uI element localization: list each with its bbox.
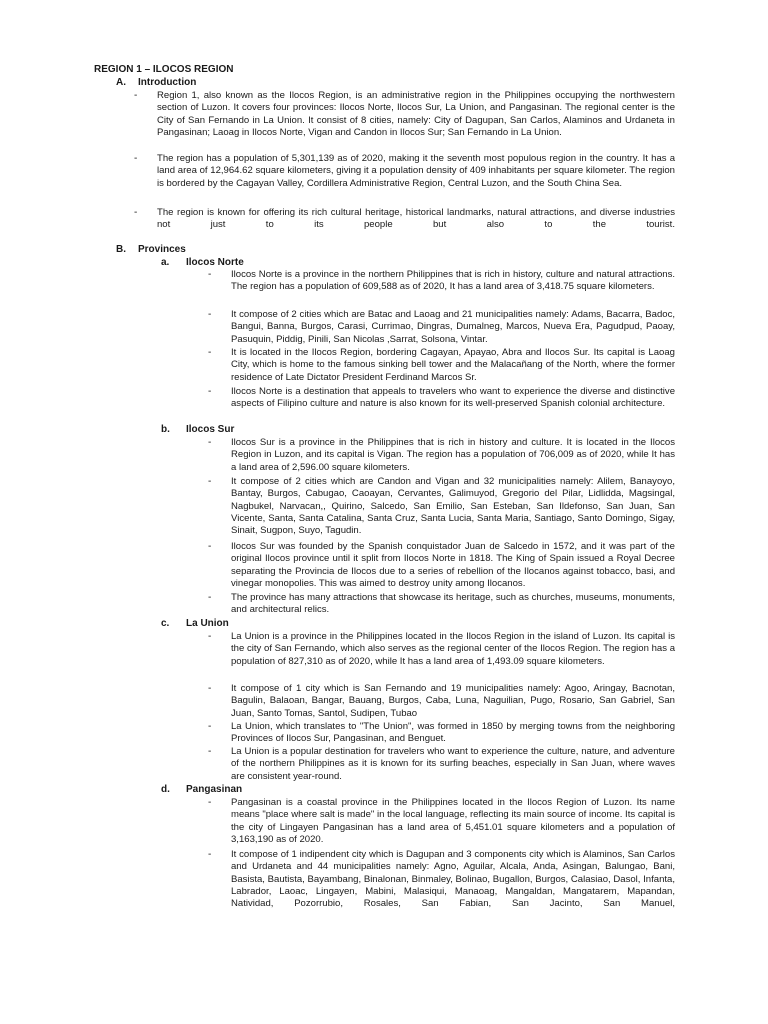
pangasinan-paragraph-2: It compose of 1 indipendent city which is Dagupan and 3 components city which is Alaminos, San Carlos and Urdaneta and 44 municipalities namely: Agno, Aguilar, Alcala, Anda, Asingan, Balungao, Bani, Basista, Bautista, Bayambang, Binalonan, Binmaley, Bolinao, Bugallon, Burgos, Calasiao, Dasol, Infanta, Labrador, Laoac, Lingayen, Mabini, Malasiqui, Manaoag, Mangaldan, Mangatarem, Mapandan, Natividad, Pozorrubio, Rosales, San Fabian, San Jacinto, San Manuel, — [231, 849, 675, 910]
section-heading-provinces — [116, 244, 186, 256]
subsection-label: b. — [161, 424, 170, 435]
ilocos-norte-paragraph-4: Ilocos Norte is a destination that appeals to travelers who want to experience the diverse and distinctive aspects of Filipino culture and nature is also known for its well-preserved Spanish colonial architecture. — [231, 386, 675, 410]
section-title: Provinces — [138, 244, 186, 255]
ilocos-sur-paragraph-2: It compose of 2 cities which are Candon and Vigan and 32 municipalities namely: Alilem, Banayoyo, Bantay, Burgos, Cabugao, Caoayan, Cervantes, Galimuyod, Gregorio del Pilar, Lidlidda, Magsingal, Nagbukel, Narvacan,, Quirino, Salcedo, San Emilio, San Esteban, San Ildefonso, San Juan, San Vicente, Santa, Santa Catalina, Santa Cruz, Santa Lucia, Santa Maria, Santiago, Santo Domingo, Sigay, Sinait, Sugpon, Suyo, Tagudin. — [231, 476, 675, 537]
pangasinan-paragraph-1: Pangasinan is a coastal province in the Philippines located in the Ilocos Region of Luzon. Its name means "place where salt is made" in the local language, reflecting its main source of income. Its capital is the city of Lingayen Pangasinan has a land area of 5,451.01 square kilometers and a population of 3,163,190 as of 2020. — [231, 797, 675, 846]
bullet-dash: - — [208, 592, 212, 603]
subsection-heading-pangasinan — [161, 784, 242, 796]
bullet-dash: - — [208, 386, 212, 397]
subsection-title: Ilocos Norte — [186, 257, 244, 268]
subsection-title: Pangasinan — [186, 784, 243, 795]
subsection-label: d. — [161, 784, 170, 795]
intro-paragraph-3: The region is known for offering its rich cultural heritage, historical landmarks, natural attractions, and diverse industries not just to its people but also to the tourist. — [157, 207, 675, 231]
section-label: B. — [116, 244, 126, 255]
subsection-title: La Union — [186, 618, 229, 629]
section-label: A. — [116, 77, 126, 88]
bullet-dash: - — [208, 683, 212, 694]
ilocos-norte-paragraph-3: It is located in the Ilocos Region, bordering Cagayan, Apayao, Abra and Ilocos Sur. Its capital is Laoag City, which is home to the famous sinking bell tower and the Malacañang of the North, where the former residence of Late Dictator President Ferdinand Marcos Sr. — [231, 347, 675, 383]
ilocos-norte-paragraph-1: Ilocos Norte is a province in the northern Philippines that is rich in history, culture and natural attractions. The region has a population of 609,588 as of 2020, It has a land area of 3,418.75 square kilometers. — [231, 269, 675, 293]
subsection-label: c. — [161, 618, 170, 629]
la-union-paragraph-1: La Union is a province in the Philippines located in the Ilocos Region in the island of Luzon. Its capital is the city of San Fernando, which also serves as the regional center of the Ilocos Region. The region has a population of 827,310 as of 2020, while It has a land area of 1,493.09 square kilometers. — [231, 631, 675, 667]
document-title: REGION 1 – ILOCOS REGION — [94, 64, 234, 75]
bullet-dash: - — [208, 849, 212, 860]
intro-paragraph-2: The region has a population of 5,301,139 as of 2020, making it the seventh most populous region in the country. It has a land area of 12,964.62 square kilometers, giving it a population density of 409 inhabitants per square kilometer. The region is bordered by the Cagayan Valley, Cordillera Administrative Region, Central Luzon, and the South China Sea. — [157, 153, 675, 189]
ilocos-sur-paragraph-1: Ilocos Sur is a province in the Philippines that is rich in history and culture. It is located in the Ilocos Region in Luzon, and its capital is Vigan. The region has a population of 706,009 as of 2020, while It has a land area of 2,596.00 square kilometers. — [231, 437, 675, 473]
bullet-dash: - — [208, 746, 212, 757]
bullet-dash: - — [208, 347, 212, 358]
subsection-heading-ilocos-sur — [161, 424, 234, 436]
subsection-label: a. — [161, 257, 170, 268]
bullet-dash: - — [134, 153, 138, 164]
bullet-dash: - — [134, 90, 138, 101]
ilocos-norte-paragraph-2: It compose of 2 cities which are Batac and Laoag and 21 municipalities namely: Adams, Bacarra, Badoc, Bangui, Banna, Burgos, Carasi, Currimao, Dingras, Dumalneg, Marcos, Nueva Era, Pagudpud, Paoay, Pasuquin, Piddig, Pinili, San Nicolas ,Sarrat, Solsona, Vintar. — [231, 309, 675, 345]
ilocos-sur-paragraph-3: Ilocos Sur was founded by the Spanish conquistador Juan de Salcedo in 1572, and it was part of the original Ilocos province until it split from Ilocos Norte in 1818. The King of Spain issued a Royal Decree separating the Provincia de Ilocos due to a series of rebellion of the Ilocanos against tobacco, basi, and vinegar monopolies. This was aimed to destroy unity among Ilocanos. — [231, 541, 675, 590]
bullet-dash: - — [208, 797, 212, 808]
bullet-dash: - — [208, 309, 212, 320]
la-union-paragraph-3: La Union, which translates to "The Union", was formed in 1850 by merging towns from the neighboring Provinces of Ilocos Sur, Pangasinan, and Benguet. — [231, 721, 675, 745]
subsection-heading-ilocos-norte — [161, 257, 244, 269]
bullet-dash: - — [134, 207, 138, 218]
bullet-dash: - — [208, 269, 212, 280]
intro-paragraph-1: Region 1, also known as the Ilocos Region, is an administrative region in the Philippines occupying the northwestern section of Luzon. It covers four provinces: Ilocos Norte, Ilocos Sur, La Union, and Pangasinan. The regional center is the City of San Fernando in La Union. It consist of 8 cities, namely: City of Dagupan, San Carlos, Alaminos and Urdaneta in Pangasinan; Laoag in Ilocos Norte, Vigan and Candon in Ilocos Sur; San Fernando in La Union. — [157, 90, 675, 139]
bullet-dash: - — [208, 721, 212, 732]
subsection-title: Ilocos Sur — [186, 424, 235, 435]
bullet-dash: - — [208, 631, 212, 642]
subsection-heading-la-union — [161, 618, 229, 630]
la-union-paragraph-4: La Union is a popular destination for travelers who want to experience the culture, nature, and adventure of the northern Philippines as it is known for its surfing beaches, especially in San Juan, where waves are consistent year-round. — [231, 746, 675, 782]
bullet-dash: - — [208, 437, 212, 448]
la-union-paragraph-2: It compose of 1 city which is San Fernando and 19 municipalities namely: Agoo, Aringay, Bacnotan, Bagulin, Balaoan, Bangar, Bauang, Burgos, Caba, Luna, Naguilian, Pugo, Rosario, San Gabriel, San Juan, Santo Tomas, Santol, Sudipen, Tubao — [231, 683, 675, 719]
section-heading-introduction — [116, 77, 196, 89]
bullet-dash: - — [208, 541, 212, 552]
ilocos-sur-paragraph-4: The province has many attractions that showcase its heritage, such as churches, museums, monuments, and architectural relics. — [231, 592, 675, 616]
section-title: Introduction — [138, 77, 197, 88]
bullet-dash: - — [208, 476, 212, 487]
